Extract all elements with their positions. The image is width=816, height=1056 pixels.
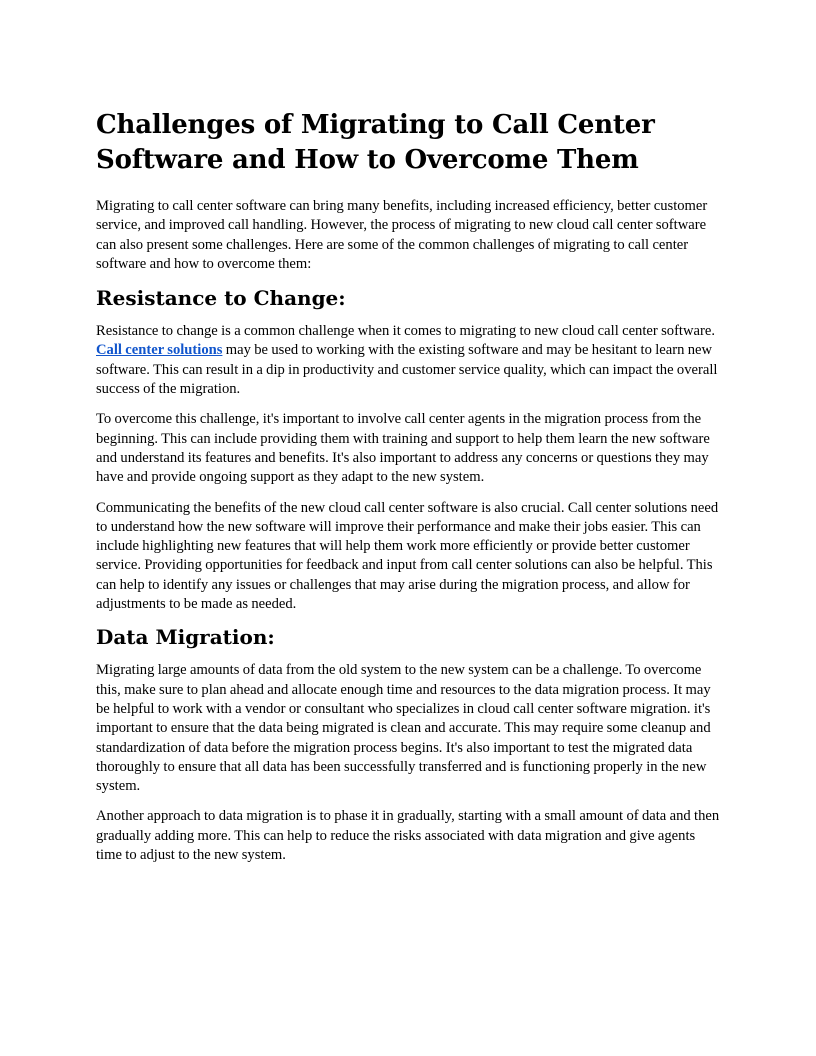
resistance-paragraph-3: Communicating the benefits of the new cloud call center software is also crucial. Call center solutions need to understand how the new software will improve their performance and make their jobs easier. This can include highlighting new features that will help them work more efficiently or provide better customer service. Providing opportunities for feedback and input from call center solutions can also be helpful. This can help to identify any issues or challenges that may arise during the migration process, and allow for adjustments to be made as needed. <box>96 499 719 613</box>
resistance-paragraph-2: To overcome this challenge, it's important to involve call center agents in the migration process from the beginning. This can include providing them with training and support to help them learn the new software and understand its features and benefits. It's also important to address any concerns or questions they may have and provide ongoing support as they adapt to the new system. <box>96 411 710 486</box>
document-title: Challenges of Migrating to Call Center Software and How to Overcome Them <box>96 110 655 175</box>
data-migration-paragraph-2: Another approach to data migration is to phase it in gradually, starting with a small amount of data and then gradually adding more. This can help to reduce the risks associated with data migration and give agents time to adjust to the new system. <box>96 808 720 864</box>
resistance-p1-before: Resistance to change is a common challenge when it comes to migrating to new cloud call center software. <box>96 323 715 340</box>
data-migration-paragraph-1: Migrating large amounts of data from the old system to the new system can be a challenge. To overcome this, make sure to plan ahead and allocate enough time and resources to the data migration process. It may be helpful to work with a vendor or consultant who specializes in cloud call center software migration. it's important to ensure that the data being migrated is clean and accurate. This may require some cleanup and standardization of data before the migration process begins. It's also important to test the migrated data thoroughly to ensure that all data has been successfully transferred and is functioning properly in the new system. <box>96 662 711 795</box>
call-center-solutions-link[interactable]: Call center solutions <box>96 342 223 359</box>
resistance-p1-after: may be used to working with the existing software and may be hesitant to learn new software. This can result in a dip in productivity and customer service quality, which can impact the overall success of the migration. <box>96 342 718 398</box>
resistance-paragraph-1 <box>96 322 722 399</box>
section-heading-data-migration: Data Migration: <box>96 625 275 650</box>
section-heading-resistance: Resistance to Change: <box>96 286 346 311</box>
document-page <box>96 108 722 876</box>
intro-paragraph: Migrating to call center software can bring many benefits, including increased efficiency, better customer service, and improved call handling. However, the process of migrating to new cloud call center software can also present some challenges. Here are some of the common challenges of migrating to call center software and how to overcome them: <box>96 198 708 272</box>
